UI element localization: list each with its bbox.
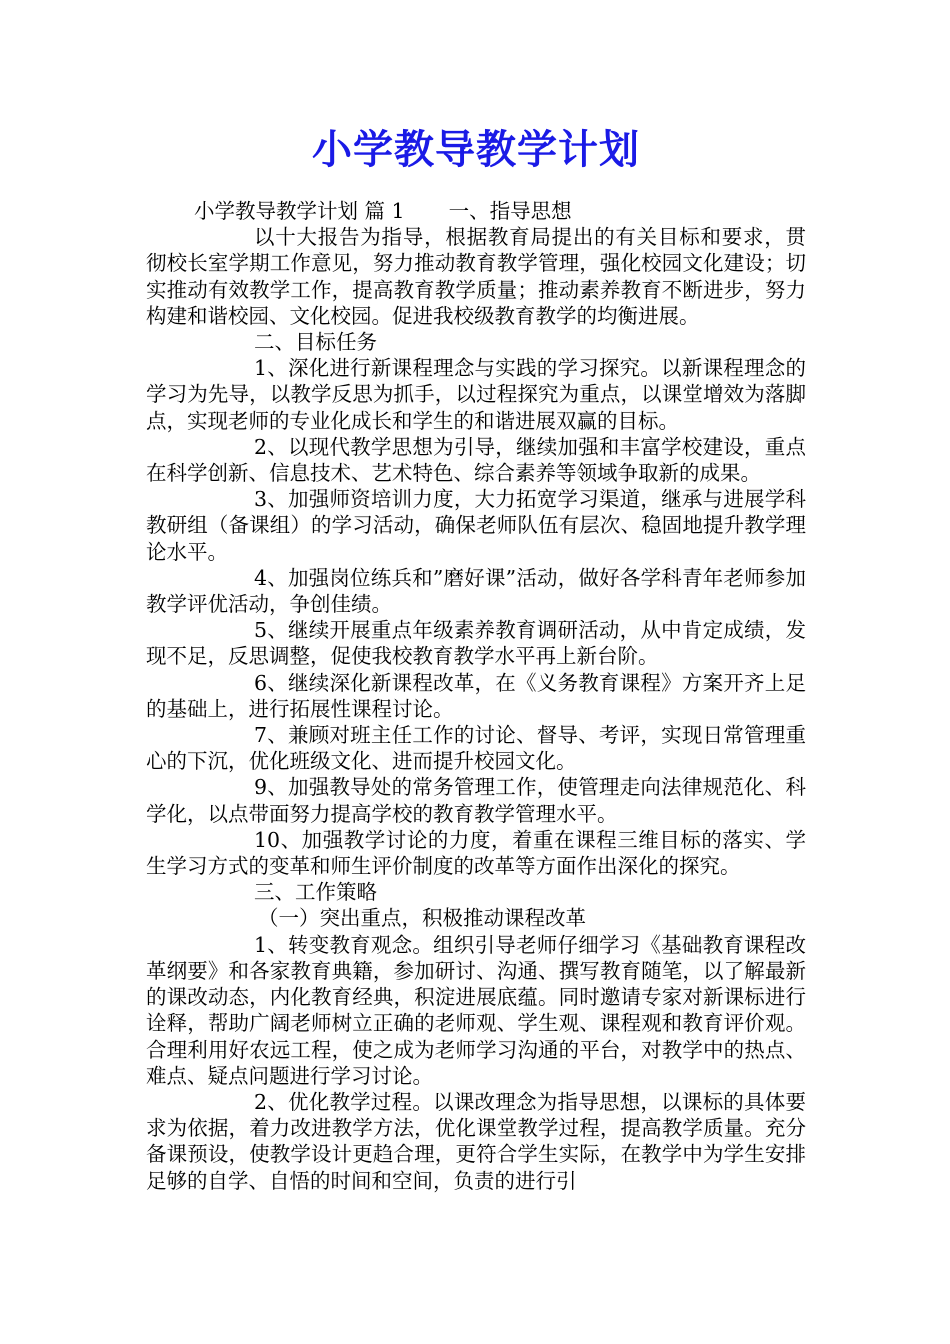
goal-item: 7、兼顾对班主任工作的讨论、督导、考评，实现日常管理重心的下沉，优化班级文化、进而提升校园文化。 [146, 723, 806, 774]
goal-item: 1、深化进行新课程理念与实践的学习探究。以新课程理念的学习为先导，以教学反思为抓手，以过程探究为重点，以课堂增效为落脚点，实现老师的专业化成长和学生的和谐进展双赢的目标。 [146, 356, 806, 433]
goal-item: 4、加强岗位练兵和”磨好课”活动，做好各学科青年老师参加教学评优活动，争创佳绩。 [146, 565, 806, 617]
intro-label: 小学教导教学计划 篇 1 [194, 199, 405, 223]
section1-heading: 一、指导思想 [448, 199, 572, 223]
strategy1-heading: （一）突出重点，积极推动课程改革 [258, 906, 586, 931]
goal-item: 10、加强教学讨论的力度，着重在课程三维目标的落实、学生学习方式的变革和师生评价制度的改革等方面作出深化的探究。 [146, 827, 806, 879]
document-title: 小学教导教学计划 [312, 126, 640, 173]
goal-item: 5、继续开展重点年级素养教育调研活动，从中肯定成绩，发现不足，反思调整，促使我校教育教学水平再上新台阶。 [146, 618, 806, 669]
document-page [146, 120, 806, 1194]
goal-item: 3、加强师资培训力度，大力拓宽学习渠道，继承与进展学科教研组（备课组）的学习活动，确保老师队伍有层次、稳固地提升教学理论水平。 [146, 487, 806, 564]
section1-body: 以十大报告为指导，根据教育局提出的有关目标和要求，贯彻校长室学期工作意见，努力推动教育教学管理，强化校园文化建设；切实推动有效教学工作，提高教育教学质量；推动素养教育不断进步，努力构建和谐校园、文化校园。促进我校级教育教学的均衡进展。 [146, 225, 806, 328]
strategy-item: 1、转变教育观念。组织引导老师仔细学习《基础教育课程改革纲要》和各家教育典籍，参加研讨、沟通、撰写教育随笔，以了解最新的课改动态，内化教育经典，积淀进展底蕴。同时邀请专家对新课标进行诠释，帮助广阔老师树立正确的老师观、学生观、课程观和教育评价观。合理利用好农远工程，使之成为老师学习沟通的平台，对教学中的热点、难点、疑点问题进行学习讨论。 [146, 932, 806, 1088]
goal-item: 6、继续深化新课程改革，在《义务教育课程》方案开齐上足的基础上，进行拓展性课程讨论。 [146, 670, 806, 721]
intro-line [146, 198, 806, 224]
section2-heading: 二、目标任务 [254, 330, 377, 355]
goal-item: 9、加强教导处的常务管理工作，使管理走向法律规范化、科学化，以点带面努力提高学校的教育教学管理水平。 [146, 775, 806, 826]
section3-heading: 三、工作策略 [254, 880, 377, 905]
goal-item: 2、以现代教学思想为引导，继续加强和丰富学校建设，重点在科学创新、信息技术、艺术特色、综合素养等领域争取新的成果。 [146, 434, 806, 486]
strategy-item: 2、优化教学过程。以课改理念为指导思想，以课标的具体要求为依据，着力改进教学方法，优化课堂教学过程，提高教学质量。充分备课预设，使教学设计更趋合理，更符合学生实际，在教学中为学生安排足够的自学、自悟的时间和空间，负责的进行引 [146, 1089, 806, 1193]
